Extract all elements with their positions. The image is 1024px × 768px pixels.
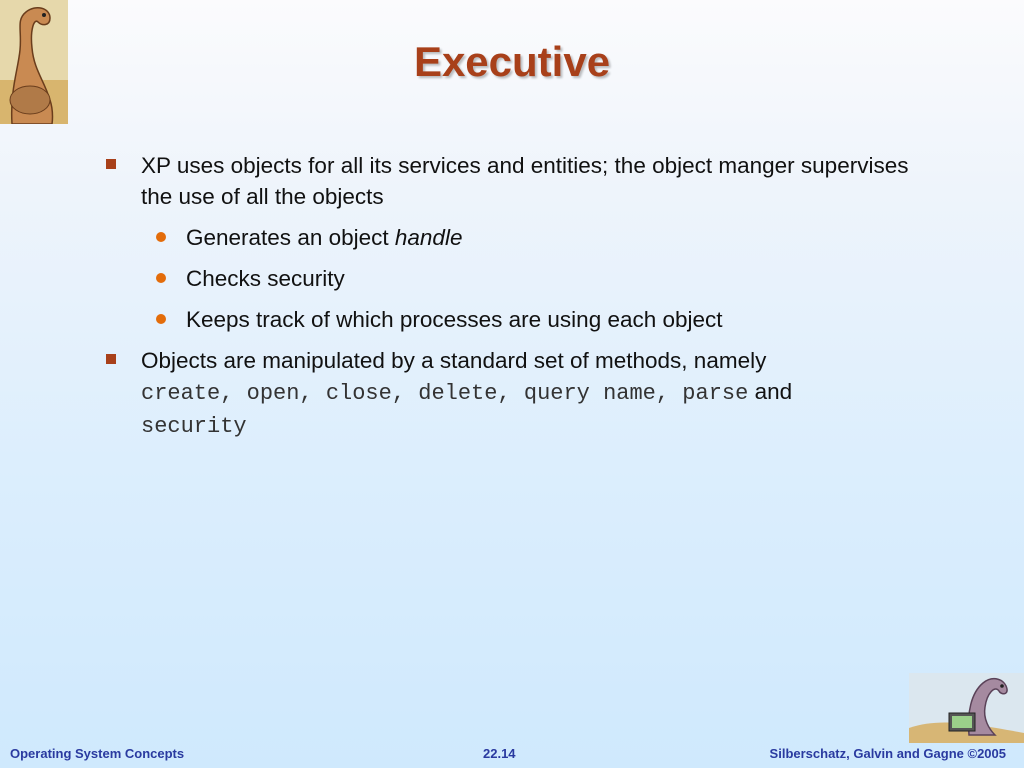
sub-bullet-text: Keeps track of which processes are using each object [186, 307, 723, 332]
round-bullet-icon [156, 232, 166, 242]
security-code-text: security [141, 414, 247, 439]
round-bullet-icon [156, 273, 166, 283]
footer-page-number: 22.14 [483, 746, 516, 761]
slide-content [100, 150, 920, 450]
footer-left: Operating System Concepts [10, 746, 185, 761]
dinosaur-laptop-logo-bottom [909, 673, 1024, 743]
sub-bullet-item [100, 263, 920, 294]
bullet-item [100, 150, 920, 212]
sub-bullet-italic-text: handle [394, 225, 463, 250]
and-text: and [748, 379, 793, 404]
bullet-text: Objects are manipulated by a standard set of methods, namely [141, 348, 767, 373]
sub-bullet-text: Checks security [186, 266, 345, 291]
square-bullet-icon [106, 354, 116, 364]
slide-title: Executive [413, 38, 611, 85]
footer-right: Silberschatz, Galvin and Gagne ©2005 [769, 746, 1006, 761]
square-bullet-icon [106, 159, 116, 169]
methods-code-text: create, open, close, delete, query name, parse [141, 381, 749, 406]
sub-bullet-item [100, 222, 920, 253]
bullet-item [100, 345, 920, 442]
round-bullet-icon [156, 314, 166, 324]
sub-bullet-item [100, 304, 920, 335]
bullet-text: XP uses objects for all its services and entities; the object manger supervises the use of all the objects [141, 153, 909, 209]
sub-bullet-text: Generates an object [186, 225, 395, 250]
